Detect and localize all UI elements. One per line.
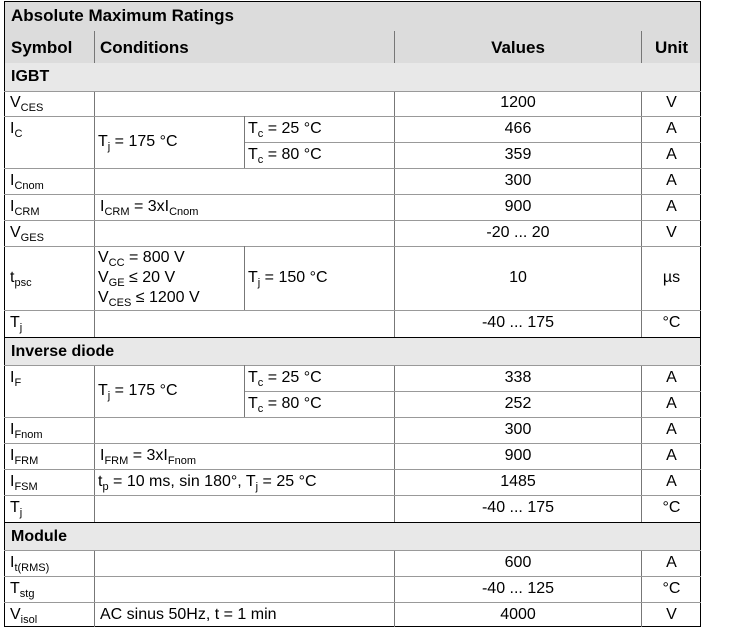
value-vces: 1200 — [500, 94, 536, 111]
unit-ifsm: A — [666, 473, 677, 490]
section-diode: Inverse diode — [11, 343, 115, 360]
symbol-ic: $I_C$ — [10, 120, 23, 140]
cond-if-tc25: $T_c = 25$ °C — [248, 369, 322, 389]
cond-visol: AC sinus 50Hz, t = 1 min — [100, 606, 277, 623]
cond-tpsc-vces: $V_{CES} \le 1200$ V — [98, 289, 200, 309]
header-conditions: Conditions — [100, 38, 189, 57]
unit-tpsc: µs — [662, 269, 681, 286]
symbol-tstg: $T_{stg}$ — [10, 580, 35, 600]
unit-ic-25: A — [666, 120, 677, 137]
symbol-vces: $V_{CES}$ — [10, 94, 44, 114]
header-symbol: Symbol — [11, 38, 73, 57]
symbol-tj-diode: $T_j$ — [10, 499, 23, 519]
cond-tpsc-vcc: $V_{CC} = 800$ V — [98, 249, 185, 269]
symbol-icnom: $I_{Cnom}$ — [10, 172, 44, 192]
unit-tj-diode: °C — [662, 499, 681, 516]
cond-ic-tc25: $T_c = 25$ °C — [248, 120, 322, 140]
header-unit: Unit — [654, 38, 689, 57]
value-ifsm: 1485 — [500, 473, 536, 490]
unit-vces: V — [666, 94, 677, 111]
symbol-ifnom: $I_{Fnom}$ — [10, 421, 43, 441]
value-icnom: 300 — [504, 172, 532, 189]
section-module: Module — [11, 528, 67, 545]
value-tstg: -40 ... 125 — [481, 580, 555, 597]
value-tj-igbt: -40 ... 175 — [481, 314, 555, 331]
value-tpsc: 10 — [509, 269, 527, 286]
symbol-itrms: $I_{t(RMS)}$ — [10, 554, 50, 574]
value-tj-diode: -40 ... 175 — [481, 499, 555, 516]
unit-tstg: °C — [662, 580, 681, 597]
symbol-vges: $V_{GES}$ — [10, 224, 44, 244]
symbol-if: $I_F$ — [10, 369, 22, 389]
symbol-ifrm: $I_{FRM}$ — [10, 447, 39, 467]
header-values: Values — [491, 38, 545, 57]
ratings-table — [4, 1, 701, 627]
section-igbt: IGBT — [11, 68, 50, 85]
unit-if-25: A — [666, 369, 677, 386]
cond-ic-tc80: $T_c = 80$ °C — [248, 146, 322, 166]
unit-itrms: A — [666, 554, 677, 571]
cond-if-tj: $T_j = 175$ °C — [98, 382, 178, 402]
cond-tpsc-vge: $V_{GE} \le 20$ V — [98, 269, 176, 289]
table-title: Absolute Maximum Ratings — [11, 6, 234, 25]
value-if-80: 252 — [504, 395, 532, 412]
unit-tj-igbt: °C — [662, 314, 681, 331]
cond-ifsm: $t_p = 10$ ms, sin 180°, $T_j = 25$ °C — [98, 473, 317, 493]
unit-icrm: A — [666, 198, 677, 215]
symbol-tpsc: $t_{psc}$ — [10, 269, 32, 289]
value-vges: -20 ... 20 — [486, 224, 550, 241]
symbol-tj-igbt: $T_j$ — [10, 314, 23, 334]
value-visol: 4000 — [500, 606, 536, 623]
value-ic-25: 466 — [504, 120, 532, 137]
unit-icnom: A — [666, 172, 677, 189]
value-ifnom: 300 — [504, 421, 532, 438]
unit-ifnom: A — [666, 421, 677, 438]
unit-visol: V — [666, 606, 677, 623]
unit-ifrm: A — [666, 447, 677, 464]
value-ic-80: 359 — [504, 146, 532, 163]
value-ifrm: 900 — [504, 447, 532, 464]
cond-if-tc80: $T_c = 80$ °C — [248, 395, 322, 415]
symbol-icrm: $I_{CRM}$ — [10, 198, 40, 218]
unit-if-80: A — [666, 395, 677, 412]
cond-icrm: $I_{CRM} = 3xI_{Cnom}$ — [100, 198, 199, 218]
value-icrm: 900 — [504, 198, 532, 215]
unit-ic-80: A — [666, 146, 677, 163]
value-if-25: 338 — [504, 369, 532, 386]
cond-ic-tj: $T_j = 175$ °C — [98, 133, 178, 153]
unit-vges: V — [666, 224, 677, 241]
cond-ifrm: $I_{FRM} = 3xI_{Fnom}$ — [100, 447, 196, 467]
symbol-ifsm: $I_{FSM}$ — [10, 473, 38, 493]
value-itrms: 600 — [504, 554, 532, 571]
cond-tpsc-tj: $T_j = 150$ °C — [248, 269, 328, 289]
symbol-visol: $V_{isol}$ — [10, 606, 38, 626]
